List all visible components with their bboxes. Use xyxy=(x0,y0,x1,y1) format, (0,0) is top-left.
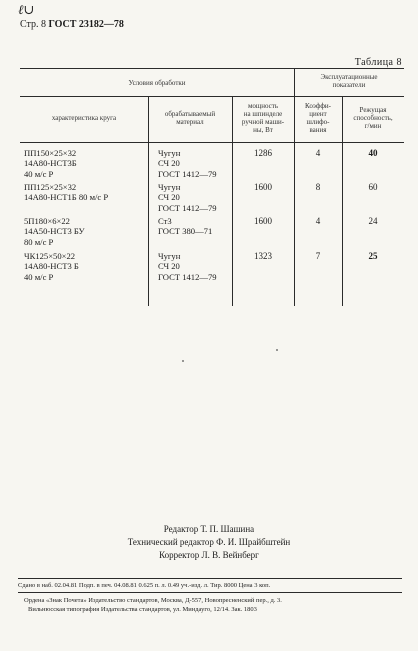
table-row-1-coefficient: 4 xyxy=(315,148,321,158)
table-row-3-power: 1600 xyxy=(254,216,272,226)
editors-block xyxy=(0,523,418,562)
table-row-2-capacity: 60 xyxy=(368,182,378,192)
table-row-4-coefficient: 7 xyxy=(315,251,321,261)
table-row-1-material: Чугун СЧ 20 ГОСТ 1412—79 xyxy=(158,148,217,179)
header-performance: Эксплуатационные показатели xyxy=(320,73,378,89)
header-group-rule xyxy=(20,96,404,97)
imprint-rule xyxy=(18,592,402,593)
table-row-4-wheel: ЧК125×50×22 14А80-НСТ3 Б 40 м/с Р xyxy=(24,251,79,282)
editor-line: Редактор Т. П. Шашина xyxy=(163,524,255,534)
scan-speck xyxy=(276,349,278,351)
column-header-wheel: характеристика круга xyxy=(51,114,117,122)
proofreader-line: Корректор Л. В. Вейнберг xyxy=(159,550,259,560)
column-header-coefficient: Коэффи- циент шлифо- вания xyxy=(305,102,331,134)
standard-number: ГОСТ 23182—78 xyxy=(48,19,124,30)
table-row-4-power: 1323 xyxy=(254,251,272,261)
column-divider xyxy=(148,96,149,306)
table-label: Таблица 8 xyxy=(354,57,402,68)
table-row-1-power: 1286 xyxy=(254,148,272,158)
table-row-1-wheel: ПП150×25×32 14А80-НСТ3Б 40 м/с Р xyxy=(24,148,77,179)
header-bottom-rule xyxy=(20,142,404,143)
scan-speck xyxy=(182,360,184,362)
column-header-material: обрабатываемый материал xyxy=(164,110,216,126)
table-top-rule xyxy=(20,68,404,69)
table-row-3-capacity: 24 xyxy=(368,216,378,226)
table-row-3-wheel: 5П180×6×22 14А50-НСТ3 БУ 80 м/с Р xyxy=(24,216,85,247)
imprint-dates: Сдано в наб. 02.04.81 Подп. в печ. 04.08.81 0.625 п. л. 0.49 уч.-изд. л. Тир. 8000 Цена 3 коп. xyxy=(18,582,271,589)
table-row-2-material: Чугун СЧ 20 ГОСТ 1412—79 xyxy=(158,182,217,213)
imprint-rule xyxy=(18,578,402,579)
table-row-2-wheel: ПП125×25×32 14А80-НСТ1Б 80 м/с Р xyxy=(24,182,109,203)
table-row-3-material: Ст3 ГОСТ 380—71 xyxy=(158,216,213,237)
table-row-2-coefficient: 8 xyxy=(315,182,321,192)
page-header xyxy=(20,19,124,30)
table-row-1-capacity: 40 xyxy=(368,148,378,158)
table-row-3-coefficient: 4 xyxy=(315,216,321,226)
handwritten-mark: ℓ∪ xyxy=(18,2,35,17)
page-number: Стр. 8 xyxy=(20,19,47,30)
technical-editor-line: Технический редактор Ф. И. Шрайбштейн xyxy=(127,537,291,547)
table-row-4-material: Чугун СЧ 20 ГОСТ 1412—79 xyxy=(158,251,217,282)
header-conditions: Условия обработки xyxy=(128,79,186,87)
column-header-capacity: Режущая способность, г/мин xyxy=(353,106,393,130)
table-row-2-power: 1600 xyxy=(254,182,272,192)
column-header-power: мощность на шпинделе ручной маши- ны, Вт xyxy=(241,102,285,134)
imprint-publisher: Ордена «Знак Почета» Издательство стандартов, Москва, Д-557, Новопресненский пер., д. 3. Вильнюсская типография Издательства стандартов, ул. Миндауго, 12/14. Зак. 1803 xyxy=(24,597,282,613)
table-row-4-capacity: 25 xyxy=(368,251,378,261)
